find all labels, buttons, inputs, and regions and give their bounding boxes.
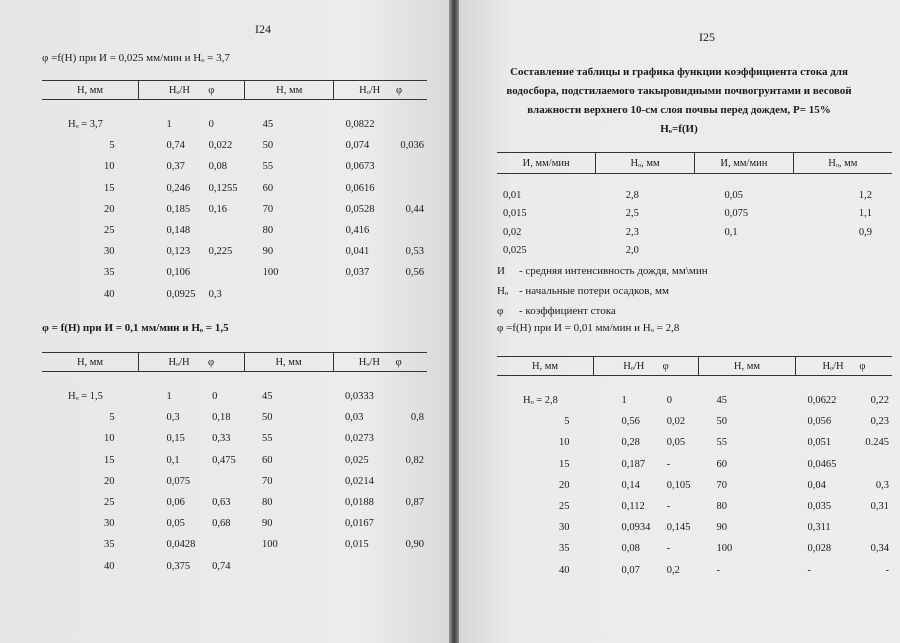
table-cell <box>389 100 427 136</box>
table-row <box>42 372 427 408</box>
header-row <box>497 153 892 174</box>
table-cell: 1,1 <box>858 208 872 220</box>
table-cell: 0,037 <box>345 267 370 279</box>
table-cell: 1 <box>621 395 627 407</box>
table-cell: 0,015 <box>503 208 527 220</box>
header-label: φ <box>208 84 215 96</box>
table-cell: 80 <box>716 501 727 513</box>
table-cell: - <box>666 501 671 513</box>
table-row <box>42 556 427 577</box>
table-cell: 35 <box>559 543 570 555</box>
table-row <box>42 100 427 136</box>
table-cell: 0 <box>212 391 218 403</box>
table-cell <box>793 242 892 261</box>
table-cell: 0.245 <box>865 437 889 449</box>
table-cell: 0,15 <box>166 433 185 445</box>
table-cell: - <box>666 458 671 470</box>
table-row <box>497 538 892 559</box>
table-cell: 0,0465 <box>807 458 837 470</box>
table-cell: 60 <box>716 458 727 470</box>
table-cell: 20 <box>559 479 570 491</box>
table-cell: 30 <box>104 518 115 530</box>
header-label: φ <box>207 356 215 368</box>
header-label: Hₒ/H <box>168 84 190 96</box>
table-cell: 0,2 <box>666 564 680 576</box>
table-row <box>497 242 892 261</box>
table-cell: 45 <box>716 395 727 407</box>
table-cell: 0,015 <box>345 539 369 551</box>
header-cell <box>333 353 427 372</box>
table-row <box>497 376 892 412</box>
table-cell: И, мм/мин <box>695 153 794 174</box>
table-cell: 0,18 <box>212 412 231 424</box>
table-row <box>42 513 427 534</box>
left-page <box>0 0 449 643</box>
table-cell: - <box>666 543 671 555</box>
page-number: I24 <box>255 22 271 36</box>
table-cell: 1 <box>166 391 172 403</box>
table-cell: 0,44 <box>405 203 424 215</box>
legend-text: - средняя интенсивность дождя, мм\мин <box>519 265 708 277</box>
table-cell <box>209 471 244 492</box>
legend-text: - начальные потери осадков, мм <box>519 285 669 297</box>
table-cell <box>393 428 427 449</box>
table-cell: 25 <box>104 497 115 509</box>
table-cell: 60 <box>262 182 274 194</box>
table-cell: 0,37 <box>166 161 185 173</box>
table-row <box>497 432 892 453</box>
table-body <box>497 376 892 581</box>
table-cell: 0,075 <box>166 475 191 487</box>
table-cell: 0,02 <box>503 226 522 238</box>
title-line: Составление таблицы и графика функции коэффициента стока для <box>510 66 848 78</box>
table-cell: 50 <box>262 140 274 152</box>
table-cell: 0,0925 <box>166 288 196 300</box>
legend-item <box>497 305 616 317</box>
table-cell: 2,8 <box>625 189 639 201</box>
table-row <box>497 475 892 496</box>
table-cell: 0,33 <box>212 433 231 445</box>
table-cell: 0,0622 <box>807 395 837 407</box>
table-cell: 0,051 <box>807 437 832 449</box>
table-header <box>42 81 427 100</box>
table-cell: И, мм/мин <box>497 153 596 174</box>
header-label: φ <box>395 356 402 368</box>
table-row <box>497 517 892 538</box>
table-cell: 0,056 <box>807 416 832 428</box>
header-cell <box>139 353 245 372</box>
table-cell <box>389 178 427 199</box>
header-label: Hₒ/H <box>168 356 190 368</box>
table-cell: 70 <box>262 475 273 487</box>
table-cell: 10 <box>104 433 115 445</box>
header-cell: Н, мм <box>42 353 139 372</box>
table-cell: 0,025 <box>345 454 369 466</box>
table-cell: 0,82 <box>405 454 424 466</box>
table-body <box>42 100 427 305</box>
table-row <box>42 407 427 428</box>
table-cell: 10 <box>559 437 570 449</box>
table-cell <box>393 513 427 534</box>
header-label: φ <box>395 84 403 96</box>
table-cell <box>389 284 427 305</box>
table-row <box>42 156 427 177</box>
table-cell: 0,028 <box>807 543 832 555</box>
table-cell <box>334 284 390 305</box>
table-cell: Hₒ = 2,8 <box>523 395 558 407</box>
table-cell: 0,08 <box>621 543 640 555</box>
table-cell: 0,90 <box>405 539 424 551</box>
table-cell: 0,06 <box>166 497 185 509</box>
header-cell: Н, мм <box>698 357 795 376</box>
table-cell <box>244 556 333 577</box>
table-cell <box>393 372 427 408</box>
table-cell: 0,0528 <box>345 203 375 215</box>
title-line: влажности верхнего 10-см слоя почвы перед дождем, Р= 15% <box>527 104 831 116</box>
table-cell: 30 <box>559 522 570 534</box>
table-cell: 90 <box>262 518 273 530</box>
table-cell: 45 <box>262 391 273 403</box>
header-cell <box>594 357 699 376</box>
table-cell: 0,145 <box>666 522 691 534</box>
legend-item <box>497 265 708 277</box>
table-cell: 90 <box>262 246 274 258</box>
table-cell: 0,01 <box>503 189 522 201</box>
data-table <box>497 152 892 260</box>
table-cell: - <box>885 564 889 576</box>
table-row <box>42 471 427 492</box>
table-cell: 0,74 <box>166 140 185 152</box>
table-cell: 70 <box>716 479 727 491</box>
table-cell: 10 <box>104 161 115 173</box>
table-cell: 0,123 <box>166 246 191 258</box>
table-cell: 15 <box>104 182 115 194</box>
table-cell: 2,0 <box>625 245 639 257</box>
table-cell: 0 <box>208 119 214 131</box>
table-cell: 0,68 <box>212 518 231 530</box>
legend-item <box>497 285 669 297</box>
table-cell: 0,074 <box>345 140 370 152</box>
table-cell: 0,105 <box>666 479 691 491</box>
table-row <box>42 534 427 555</box>
table-cell: 35 <box>104 267 115 279</box>
table-cell: 100 <box>716 543 733 555</box>
table-cell: 2,5 <box>625 208 639 220</box>
table-cell: 0,53 <box>405 246 424 258</box>
table-cell: 25 <box>104 225 115 237</box>
table-row <box>42 450 427 471</box>
header-label: Hₒ/H <box>822 360 844 372</box>
table-cell: 45 <box>262 119 274 131</box>
table-cell: 0,036 <box>400 140 424 152</box>
legend-text: - коэффициент стока <box>519 305 616 317</box>
table-cell: 0,16 <box>208 203 227 215</box>
table-cell: 0,0188 <box>345 497 374 509</box>
table-row <box>497 411 892 432</box>
table-body <box>497 174 892 261</box>
table-cell: 0,22 <box>870 395 889 407</box>
table-cell: 0,075 <box>724 208 749 220</box>
table-cell: 0,05 <box>724 189 743 201</box>
table-cell: 0,0673 <box>345 161 375 173</box>
table-cell: 5 <box>109 140 115 152</box>
table-cell: 0,56 <box>621 416 640 428</box>
table-cell: 5 <box>564 416 570 428</box>
table-cell: 0,3 <box>208 288 222 300</box>
table-cell: 0,05 <box>166 518 185 530</box>
table-cell: 40 <box>104 288 115 300</box>
table-cell: 0,416 <box>345 225 370 237</box>
table-row <box>42 199 427 220</box>
table-cell: Hₒ, мм <box>793 153 892 174</box>
table-cell: 50 <box>262 412 273 424</box>
table-cell: 20 <box>104 203 115 215</box>
table-cell: 0,022 <box>208 140 233 152</box>
table-cell: 0,9 <box>858 226 872 238</box>
legend-symbol: Hₒ <box>497 285 509 297</box>
table-cell <box>389 156 427 177</box>
table-cell: 0,035 <box>807 501 832 513</box>
table-cell: 0,04 <box>807 479 826 491</box>
table-header <box>42 353 427 372</box>
table-cell: 0 <box>666 395 672 407</box>
table-cell: 0,025 <box>503 245 527 257</box>
table-cell: 0,0934 <box>621 522 651 534</box>
legend-symbol: И <box>497 265 505 277</box>
table-cell: 30 <box>104 246 115 258</box>
table-cell <box>206 262 245 283</box>
table-cell: 35 <box>104 539 115 551</box>
table-cell <box>393 471 427 492</box>
table-cell: 50 <box>716 416 727 428</box>
header-cell: Н, мм <box>245 81 334 100</box>
table-row <box>42 284 427 305</box>
table-cell: 0,187 <box>621 458 646 470</box>
right-page <box>459 0 900 643</box>
table-cell: 1,2 <box>858 189 872 201</box>
table-cell: 40 <box>104 560 115 572</box>
table-cell: 80 <box>262 225 274 237</box>
table-cell: 0,106 <box>166 267 191 279</box>
table-row <box>497 223 892 242</box>
header-label: Hₒ/H <box>358 356 380 368</box>
table-cell: 0,31 <box>870 501 889 513</box>
table-cell: 5 <box>109 412 115 424</box>
table-cell <box>333 556 393 577</box>
table-cell: 0,02 <box>666 416 686 428</box>
table-cell <box>695 242 794 261</box>
table-cell: 0,112 <box>621 501 645 513</box>
page-number: I25 <box>699 30 715 44</box>
table-row <box>497 454 892 475</box>
table-cell: 0,185 <box>166 203 191 215</box>
table-row <box>42 178 427 199</box>
table-cell: 0,8 <box>410 412 424 424</box>
table-cell: 0,3 <box>166 412 180 424</box>
header-cell <box>139 81 245 100</box>
table-cell: 0,63 <box>212 497 231 509</box>
data-table <box>497 356 892 581</box>
section-heading: φ =f(H) при И = 0,01 мм/мин и Hₒ = 2,8 <box>497 322 680 334</box>
header-cell: Н, мм <box>497 357 594 376</box>
table-row <box>42 262 427 283</box>
table-cell <box>853 517 892 538</box>
table-cell: 20 <box>104 475 115 487</box>
table-cell: 0,375 <box>166 560 191 572</box>
table-cell <box>209 534 244 555</box>
table-cell: 2,3 <box>625 226 639 238</box>
section-heading: φ = f(H) при И = 0,1 мм/мин и Hₒ = 1,5 <box>42 322 229 334</box>
header-cell <box>334 81 427 100</box>
table-row <box>42 220 427 241</box>
book-gutter <box>449 0 459 643</box>
header-cell: Н, мм <box>244 353 333 372</box>
table-cell: 80 <box>262 497 273 509</box>
table-cell: 0,03 <box>345 412 364 424</box>
table-cell: 0,0333 <box>345 391 374 403</box>
table-cell: 0,225 <box>208 246 233 258</box>
table-row <box>42 428 427 449</box>
table-cell: 0,311 <box>807 522 831 534</box>
table-cell: 0,0822 <box>345 119 375 131</box>
table-cell: 0,148 <box>166 225 191 237</box>
table-cell: 0,1 <box>166 454 180 466</box>
table-cell: 0,87 <box>405 497 424 509</box>
table-cell: 70 <box>262 203 274 215</box>
table-cell <box>245 284 334 305</box>
table-cell: 0,14 <box>621 479 640 491</box>
header-label: Hₒ/H <box>623 360 645 372</box>
table-cell: 0,1255 <box>208 182 238 194</box>
legend-symbol: φ <box>497 305 504 317</box>
table-cell: 100 <box>262 267 279 279</box>
table-cell: 0,05 <box>666 437 686 449</box>
table-cell <box>389 220 427 241</box>
table-cell: 0,74 <box>212 560 231 572</box>
table-row <box>497 496 892 517</box>
table-cell: 90 <box>716 522 727 534</box>
header-label: Hₒ/H <box>359 84 381 96</box>
table-cell: 100 <box>262 539 278 551</box>
section-heading: φ =f(H) при И = 0,025 мм/мин и Hₒ = 3,7 <box>42 52 230 64</box>
table-cell: 0,041 <box>345 246 370 258</box>
table-header <box>497 357 892 376</box>
table-cell: 0,246 <box>166 182 191 194</box>
table-cell: 0,0273 <box>345 433 374 445</box>
table-cell: 0,08 <box>208 161 227 173</box>
table-cell: 0,0428 <box>166 539 196 551</box>
table-row <box>42 492 427 513</box>
table-cell: 1 <box>166 119 172 131</box>
table-row <box>497 560 892 581</box>
table-cell: 15 <box>559 458 570 470</box>
table-cell: - <box>807 564 811 576</box>
table-cell: 0,0616 <box>345 182 375 194</box>
table-cell: 0,56 <box>405 267 424 279</box>
table-cell: 0,0167 <box>345 518 374 530</box>
table-cell: Hₒ = 1,5 <box>68 391 103 403</box>
table-header <box>497 153 892 174</box>
table-cell: 60 <box>262 454 273 466</box>
table-row <box>42 241 427 262</box>
table-body <box>42 372 427 577</box>
data-table <box>42 352 427 577</box>
table-cell <box>853 454 892 475</box>
header-label: φ <box>859 360 866 372</box>
table-cell: 55 <box>716 437 727 449</box>
table-cell: Hₒ, мм <box>596 153 695 174</box>
table-cell: 0,28 <box>621 437 640 449</box>
table-cell: 25 <box>559 501 570 513</box>
table-cell: - <box>716 564 720 576</box>
data-table <box>42 80 427 305</box>
title-line: Hₒ=f(И) <box>660 123 698 135</box>
table-row <box>497 205 892 224</box>
table-cell: 55 <box>262 161 274 173</box>
table-cell: 0,23 <box>870 416 889 428</box>
title-line: водосбора, подстилаемого такыровидными почвогрунтами и весовой <box>506 85 852 97</box>
header-cell: Н, мм <box>42 81 139 100</box>
table-cell: 40 <box>559 564 570 576</box>
table-cell: 0,3 <box>875 479 889 491</box>
table-cell: 0,0214 <box>345 475 374 487</box>
table-row <box>497 174 892 205</box>
table-cell: Hₒ = 3,7 <box>68 119 103 131</box>
table-cell: 55 <box>262 433 273 445</box>
header-label: φ <box>662 360 669 372</box>
table-cell <box>393 556 427 577</box>
table-cell: 0,34 <box>870 543 889 555</box>
header-cell <box>795 357 892 376</box>
table-cell <box>206 220 245 241</box>
table-cell: 0,1 <box>724 226 738 238</box>
table-cell: 15 <box>104 454 115 466</box>
table-cell: 0,475 <box>212 454 236 466</box>
table-row <box>42 135 427 156</box>
table-cell: 0,07 <box>621 564 640 576</box>
